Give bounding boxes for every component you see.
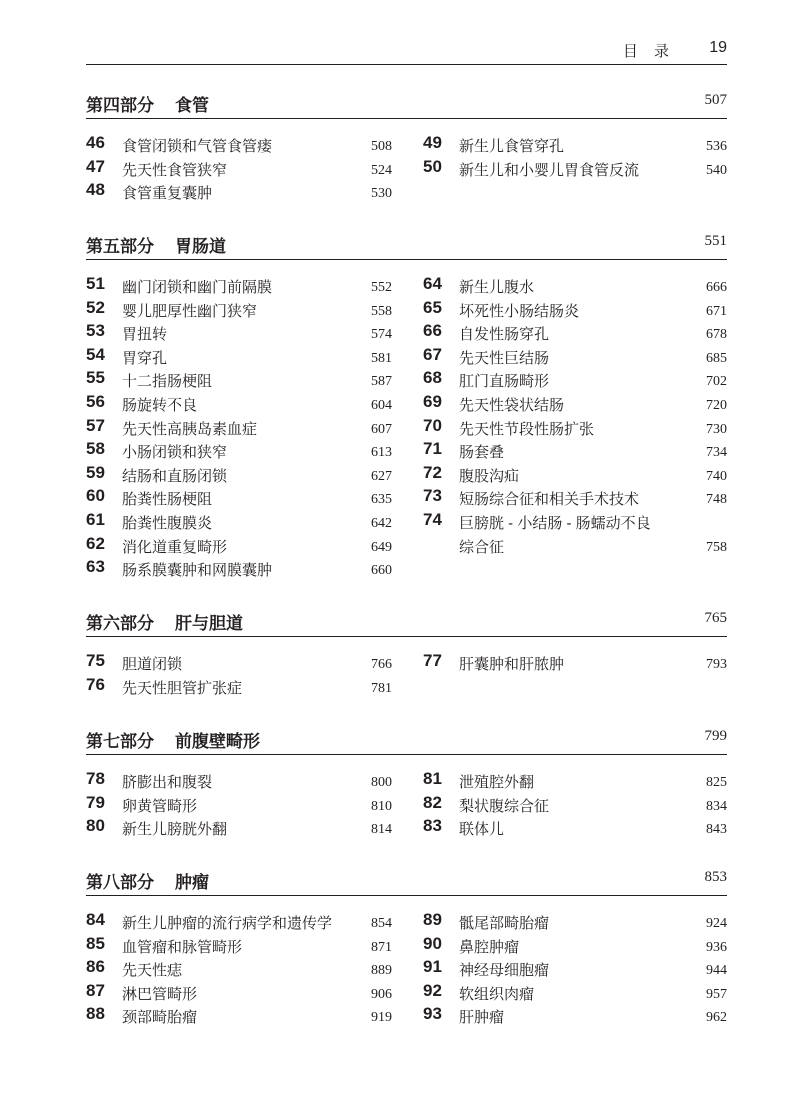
chapter-title-line: 自发性肠穿孔 (459, 326, 550, 344)
chapter-entry[interactable] (423, 323, 727, 347)
chapter-page-number: 748 (706, 492, 727, 508)
chapter-page-number: 957 (706, 986, 727, 1002)
chapter-title-line: 十二指肠梗阻 (122, 373, 213, 391)
chapter-title (122, 959, 182, 983)
chapter-number: 89 (423, 910, 442, 929)
chapter-title (122, 370, 212, 394)
chapter-title (459, 653, 564, 677)
chapter-title-line: 软组织肉瘤 (459, 985, 535, 1003)
chapter-page-number: 587 (371, 374, 392, 390)
chapter-entry[interactable] (86, 441, 392, 465)
chapter-title-line: 先天性高胰岛素血症 (122, 420, 258, 438)
chapter-number: 61 (86, 509, 105, 529)
chapter-entry[interactable] (423, 391, 727, 418)
chapter-entry[interactable] (423, 415, 727, 442)
chapter-title (459, 795, 549, 819)
chapter-page-number: 936 (706, 939, 727, 955)
part-title: 肝与胆道 (175, 614, 243, 633)
chapter-number: 55 (86, 368, 105, 388)
chapter-page-number: 702 (706, 374, 727, 390)
chapter-number: 78 (86, 769, 105, 788)
chapter-title (122, 323, 167, 347)
chapter-title (122, 512, 212, 536)
chapter-entry[interactable] (423, 135, 727, 159)
part-title: 肿瘤 (175, 873, 209, 892)
chapter-entry[interactable] (423, 297, 727, 324)
toc-part (86, 865, 727, 1027)
part-page-number: 853 (704, 869, 727, 885)
chapter-title-line: 肠套叠 (459, 444, 505, 462)
chapter-page-number: 944 (706, 963, 727, 979)
chapter-column-right (423, 653, 727, 677)
chapter-title (122, 441, 227, 465)
chapter-number: 79 (86, 792, 105, 812)
chapter-title (122, 276, 272, 300)
chapter-number: 64 (423, 274, 442, 293)
chapter-title-line: 肝肿瘤 (459, 1009, 505, 1027)
chapter-page-number: 552 (371, 280, 392, 295)
chapter-page-number: 530 (371, 186, 392, 202)
chapter-number: 81 (423, 769, 442, 788)
chapter-number: 70 (423, 415, 442, 435)
chapter-title-line: 胎粪性肠梗阻 (122, 491, 213, 509)
chapter-title-line: 食管重复囊肿 (122, 185, 213, 203)
chapter-title (459, 983, 534, 1007)
chapter-title (122, 912, 332, 936)
chapter-entry[interactable] (86, 297, 392, 324)
chapter-number: 62 (86, 533, 105, 553)
chapter-title (459, 488, 639, 512)
chapter-page-number: 962 (706, 1010, 727, 1026)
chapter-title-line: 先天性胆管扩张症 (122, 679, 243, 697)
chapter-number: 56 (86, 391, 105, 411)
chapter-title-line: 泄殖腔外翻 (459, 774, 535, 791)
chapter-page-number: 558 (371, 303, 392, 319)
chapter-number: 67 (423, 344, 442, 364)
part-label: 第四部分 (86, 96, 154, 115)
chapter-title (459, 276, 534, 300)
chapter-title-line: 卵黄管畸形 (122, 797, 198, 815)
chapter-title (459, 300, 579, 324)
toc-part (86, 606, 727, 697)
chapter-entry[interactable] (423, 441, 727, 465)
chapter-entry[interactable] (86, 135, 392, 159)
chapter-page-number: 671 (706, 303, 727, 319)
chapter-column-left (86, 653, 392, 700)
chapter-number: 84 (86, 910, 105, 929)
chapter-number: 86 (86, 957, 105, 977)
chapter-title (122, 653, 182, 677)
chapter-number: 66 (423, 321, 442, 341)
chapter-title-line: 新生儿腹水 (459, 279, 535, 296)
part-page-number: 551 (704, 233, 727, 249)
chapter-title (459, 771, 534, 795)
chapter-entry[interactable] (86, 533, 392, 560)
chapter-column-left (86, 912, 392, 1030)
chapter-title-line: 新生儿肿瘤的流行病学和遗传学 (122, 915, 333, 932)
chapter-title-line: 颈部畸胎瘤 (122, 1009, 198, 1027)
chapter-number: 54 (86, 344, 105, 364)
chapter-title (122, 465, 227, 489)
chapter-title-line: 骶尾部畸胎瘤 (459, 915, 550, 932)
chapter-page-number: 810 (371, 798, 392, 814)
chapter-number: 69 (423, 391, 442, 411)
chapter-entry[interactable] (86, 156, 392, 183)
chapter-number: 75 (86, 651, 105, 670)
chapter-number: 90 (423, 933, 442, 953)
chapter-title (122, 159, 227, 183)
chapter-entry[interactable] (423, 1006, 727, 1030)
part-page-number: 507 (704, 92, 727, 108)
chapter-entry[interactable] (86, 344, 392, 371)
chapter-title-line: 神经母细胞瘤 (459, 962, 550, 980)
chapter-title-line: 肛门直肠畸形 (459, 373, 550, 391)
chapter-page-number: 793 (706, 657, 727, 672)
header-label: 目 录 (622, 43, 675, 60)
chapter-page-number: 508 (371, 139, 392, 154)
chapter-entry[interactable] (86, 509, 392, 536)
chapter-entry[interactable] (423, 980, 727, 1007)
chapter-title-line: 肠旋转不良 (122, 396, 198, 414)
chapter-title (122, 771, 212, 795)
chapter-entry[interactable] (86, 559, 392, 583)
chapter-title-line: 胃穿孔 (122, 349, 168, 367)
part-heading (86, 865, 727, 896)
chapter-title (122, 559, 272, 583)
chapter-page-number: 613 (371, 445, 392, 461)
chapter-entry[interactable] (86, 792, 392, 819)
chapter-entry[interactable] (86, 933, 392, 960)
chapter-number: 80 (86, 816, 105, 836)
chapter-title-line: 梨状腹综合征 (459, 797, 550, 815)
chapter-number: 65 (423, 297, 442, 317)
part-label: 第五部分 (86, 237, 154, 256)
chapter-title (122, 677, 242, 701)
chapter-title-line: 腹股沟疝 (459, 467, 520, 485)
chapter-page-number: 524 (371, 162, 392, 178)
chapter-number: 47 (86, 156, 105, 176)
chapter-number: 63 (86, 557, 105, 577)
chapter-number: 91 (423, 957, 442, 977)
chapter-title (122, 418, 257, 442)
chapter-title (459, 465, 519, 489)
chapter-page-number: 642 (371, 515, 392, 531)
chapter-title-line: 联体儿 (459, 821, 505, 839)
chapter-entry[interactable] (86, 1006, 392, 1030)
chapter-entry[interactable] (423, 771, 727, 795)
chapter-column-left (86, 276, 392, 583)
chapter-title (459, 441, 504, 465)
chapter-number: 72 (423, 462, 442, 482)
chapter-title (122, 347, 167, 371)
chapter-number: 85 (86, 933, 105, 953)
chapter-title (459, 370, 549, 394)
chapter-entry[interactable] (86, 771, 392, 795)
chapter-page-number: 730 (706, 421, 727, 437)
chapter-page-number: 740 (706, 468, 727, 484)
chapter-number: 88 (86, 1004, 105, 1024)
part-label: 第七部分 (86, 732, 154, 751)
chapter-page-number: 581 (371, 350, 392, 366)
chapter-page-number: 607 (371, 421, 392, 437)
chapter-page-number: 574 (371, 327, 392, 343)
chapter-page-number: 635 (371, 492, 392, 508)
chapter-page-number: 814 (371, 822, 392, 838)
chapter-page-number: 685 (706, 350, 727, 366)
chapter-title (459, 159, 639, 183)
chapter-number: 58 (86, 439, 105, 459)
part-label: 第六部分 (86, 614, 154, 633)
chapter-number: 49 (423, 133, 442, 152)
chapter-entry[interactable] (423, 959, 727, 983)
chapter-title-line: 短肠综合征和相关手术技术 (459, 491, 640, 509)
chapter-entry[interactable] (86, 818, 392, 842)
chapter-title-line: 胆道闭锁 (122, 656, 183, 673)
chapter-column-left (86, 771, 392, 842)
chapter-entry[interactable] (423, 509, 727, 559)
chapter-page-number: 720 (706, 397, 727, 413)
chapter-entry[interactable] (86, 488, 392, 512)
chapter-title (122, 1006, 197, 1030)
chapter-number: 60 (86, 486, 105, 506)
chapter-entry[interactable] (86, 391, 392, 418)
chapter-entry[interactable] (423, 792, 727, 819)
chapter-title-line: 巨膀胱 - 小结肠 - 肠蠕动不良 (459, 514, 651, 532)
chapter-entry[interactable] (86, 980, 392, 1007)
chapter-entry[interactable] (423, 370, 727, 394)
chapter-title (459, 323, 549, 347)
chapter-number: 82 (423, 792, 442, 812)
chapter-page-number: 854 (371, 916, 392, 931)
chapter-title-line: 新生儿和小婴儿胃食管反流 (459, 161, 640, 179)
chapter-title (459, 818, 504, 842)
running-header (86, 38, 727, 64)
chapter-title-line: 鼻腔肿瘤 (459, 938, 520, 956)
chapter-title-line: 肠系膜囊肿和网膜囊肿 (122, 562, 273, 580)
chapter-page-number: 800 (371, 775, 392, 790)
toc-part (86, 229, 727, 580)
chapter-entry[interactable] (86, 462, 392, 489)
chapter-entry[interactable] (423, 653, 727, 677)
chapter-title-line: 婴儿肥厚性幽门狭窄 (122, 302, 258, 320)
chapter-number: 51 (86, 274, 105, 293)
chapter-page-number: 758 (706, 539, 727, 555)
chapter-page-number: 889 (371, 963, 392, 979)
chapter-title-line: 胃扭转 (122, 326, 168, 344)
chapter-page-number: 834 (706, 798, 727, 814)
chapter-entry[interactable] (423, 912, 727, 936)
chapter-entry[interactable] (86, 959, 392, 983)
part-heading (86, 88, 727, 119)
chapter-page-number: 843 (706, 822, 727, 838)
part-page-number: 765 (704, 610, 727, 626)
chapter-number: 92 (423, 980, 442, 1000)
chapter-title-line: 血管瘤和脉管畸形 (122, 938, 243, 956)
chapter-entry[interactable] (86, 415, 392, 442)
part-title: 前腹壁畸形 (175, 732, 260, 751)
chapter-number: 87 (86, 980, 105, 1000)
chapter-entry[interactable] (423, 933, 727, 960)
chapter-title-line: 新生儿膀胱外翻 (122, 821, 228, 839)
chapter-number: 83 (423, 816, 442, 836)
chapter-title (122, 488, 212, 512)
chapter-number: 77 (423, 651, 442, 670)
part-title: 食管 (175, 96, 209, 115)
chapter-number: 76 (86, 674, 105, 694)
chapter-title-line: 先天性痣 (122, 962, 183, 980)
chapter-title-line: 淋巴管畸形 (122, 985, 198, 1003)
chapter-title-line: 先天性食管狭窄 (122, 161, 228, 179)
chapter-title-line: 先天性节段性肠扩张 (459, 420, 595, 438)
chapter-title (122, 394, 197, 418)
chapter-title (459, 347, 549, 371)
chapter-title (459, 936, 519, 960)
chapter-title-line: 食管闭锁和气管食管瘘 (122, 138, 273, 155)
chapter-page-number: 666 (706, 280, 727, 295)
chapter-entry[interactable] (423, 488, 727, 512)
chapter-title (122, 135, 272, 159)
chapter-title-line: 胎粪性腹膜炎 (122, 514, 213, 532)
chapter-entry[interactable] (86, 182, 392, 206)
chapter-title (122, 936, 242, 960)
chapter-title-line: 先天性巨结肠 (459, 349, 550, 367)
chapter-title (122, 300, 257, 324)
chapter-title (459, 959, 549, 983)
chapter-page-number: 649 (371, 539, 392, 555)
part-label: 第八部分 (86, 873, 154, 892)
chapter-title (459, 912, 549, 936)
chapter-page-number: 540 (706, 162, 727, 178)
header-rule (86, 64, 727, 65)
chapter-page-number: 766 (371, 657, 392, 672)
chapter-number: 48 (86, 180, 105, 200)
chapter-entry[interactable] (423, 818, 727, 842)
chapter-entry[interactable] (86, 653, 392, 677)
chapter-page-number: 604 (371, 397, 392, 413)
chapter-title (122, 182, 212, 206)
toc-part (86, 88, 727, 203)
chapter-entry[interactable] (86, 674, 392, 701)
chapter-number: 74 (423, 509, 442, 529)
chapter-page-number: 871 (371, 939, 392, 955)
chapter-title-line: 小肠闭锁和狭窄 (122, 444, 228, 462)
chapter-number: 71 (423, 439, 442, 459)
chapter-entry[interactable] (423, 344, 727, 371)
chapter-column-right (423, 771, 727, 842)
chapter-column-left (86, 135, 392, 206)
chapter-title (459, 418, 594, 442)
chapter-number: 52 (86, 297, 105, 317)
chapter-entry[interactable] (423, 276, 727, 300)
chapter-entry[interactable] (86, 323, 392, 347)
chapter-number: 68 (423, 368, 442, 388)
header-page-number: 19 (709, 39, 727, 56)
part-heading (86, 724, 727, 755)
chapter-entry[interactable] (423, 156, 727, 183)
chapter-number: 73 (423, 486, 442, 506)
chapter-title-line: 新生儿食管穿孔 (459, 138, 565, 155)
chapter-title-line: 结肠和直肠闭锁 (122, 467, 228, 485)
chapter-title (459, 394, 564, 418)
chapter-title (122, 795, 197, 819)
chapter-title-line: 肝囊肿和肝脓肿 (459, 656, 565, 673)
chapter-title (122, 818, 227, 842)
part-title: 胃肠道 (175, 237, 226, 256)
chapter-title (459, 512, 651, 559)
chapter-page-number: 660 (371, 563, 392, 579)
chapter-column-right (423, 276, 727, 559)
chapter-title (122, 983, 197, 1007)
chapter-number: 93 (423, 1004, 442, 1024)
chapter-title (459, 1006, 504, 1030)
chapter-number: 57 (86, 415, 105, 435)
chapter-entry[interactable] (86, 370, 392, 394)
chapter-title (122, 536, 227, 560)
chapter-number: 59 (86, 462, 105, 482)
chapter-page-number: 919 (371, 1010, 392, 1026)
chapter-page-number: 924 (706, 916, 727, 931)
chapter-page-number: 906 (371, 986, 392, 1002)
chapter-page-number: 825 (706, 775, 727, 790)
part-heading (86, 606, 727, 637)
chapter-title-line: 脐膨出和腹裂 (122, 774, 213, 791)
chapter-page-number: 781 (371, 680, 392, 696)
chapter-number: 53 (86, 321, 105, 341)
toc-part (86, 724, 727, 839)
chapter-column-right (423, 912, 727, 1030)
chapter-title-line: 坏死性小肠结肠炎 (459, 302, 580, 320)
chapter-page-number: 678 (706, 327, 727, 343)
chapter-entry[interactable] (423, 462, 727, 489)
chapter-number: 50 (423, 156, 442, 176)
chapter-page-number: 536 (706, 139, 727, 154)
part-heading (86, 229, 727, 260)
chapter-title-line: 先天性袋状结肠 (459, 396, 565, 414)
chapter-title-line: 消化道重复畸形 (122, 538, 228, 556)
chapter-title-line: 综合征 (459, 538, 505, 556)
chapter-page-number: 627 (371, 468, 392, 484)
chapter-entry[interactable] (86, 912, 392, 936)
chapter-title-line: 幽门闭锁和幽门前隔膜 (122, 279, 273, 296)
chapter-column-right (423, 135, 727, 182)
part-page-number: 799 (704, 728, 727, 744)
chapter-title (459, 135, 564, 159)
chapter-page-number: 734 (706, 445, 727, 461)
chapter-entry[interactable] (86, 276, 392, 300)
chapter-number: 46 (86, 133, 105, 152)
